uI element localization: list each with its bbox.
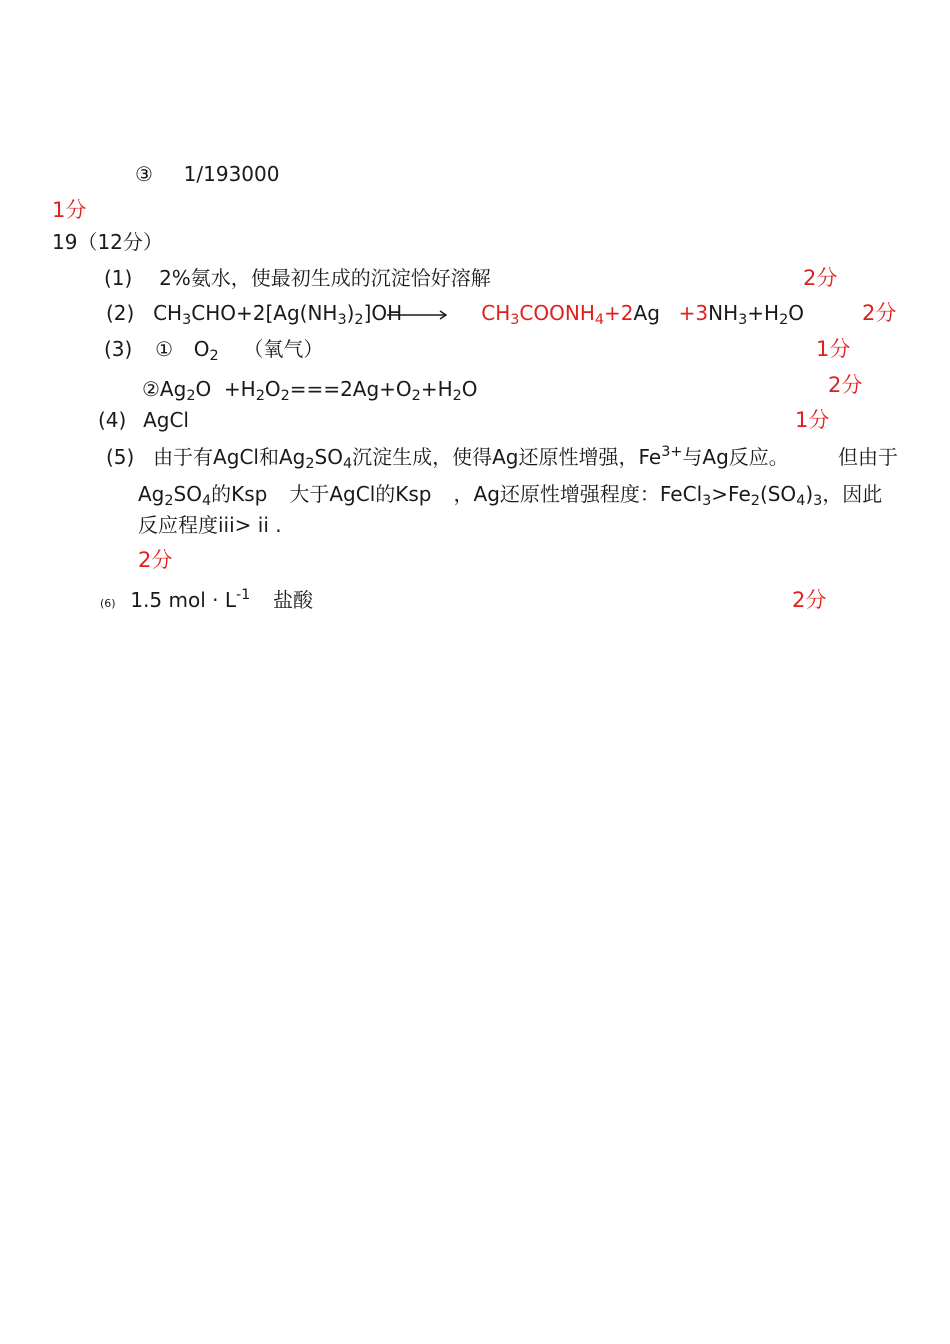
part-6-text: 盐酸 <box>273 588 314 612</box>
part-5-line-1-end: 但由于 <box>838 445 898 469</box>
part-2-score: 2分 <box>862 301 897 325</box>
answer-line-3 <box>135 160 279 188</box>
product-ag: Ag <box>633 301 660 325</box>
part-1-text: 2%氨水，使最初生成的沉淀恰好溶解 <box>159 266 491 290</box>
reaction-arrow-icon <box>387 305 449 325</box>
part-6-value: 1.5 mol · L <box>130 588 236 612</box>
part-3 <box>104 335 323 363</box>
question-19-title: 19（12分） <box>52 230 163 254</box>
part-4 <box>98 406 189 434</box>
product-formula-black: $NH_3+H_2O$ <box>708 301 804 329</box>
part-5-line-2: $Ag_2SO_4$的Ksp 大于AgCl的Ksp ，Ag还原性增强程度：$FeCl_3>Fe_2(SO_4)_3$，因此 <box>138 482 883 510</box>
part-4-score: 1分 <box>795 408 830 432</box>
part-6-exponent: -1 <box>235 587 251 604</box>
part-3-score-2: 2分 <box>828 373 863 397</box>
part-1-label: (1) <box>104 266 133 290</box>
part-2-label: (2) <box>106 301 135 325</box>
part-6 <box>100 586 313 618</box>
part-1 <box>104 264 491 292</box>
part-3-sub-2: $②Ag_2O +H_2O_2===2Ag+O_2+H_2O$ <box>142 377 478 405</box>
part-5-line-1: (5) 由于有AgCl和$Ag_2SO_4$沉淀生成，使得Ag还原性增强，$Fe^{3+}$与Ag反应。 <box>106 444 789 473</box>
product-coef-red: +3 <box>678 301 709 325</box>
part-5-line-3: 反应程度iii> ii . <box>138 513 282 537</box>
part-5-score: 2分 <box>138 548 173 572</box>
part-3-score-1: 1分 <box>816 337 851 361</box>
reactant-formula: $CH_3CHO+2[Ag(NH_3)_2]OH$ <box>153 301 403 329</box>
sub-1-formula: $O_2$ <box>193 337 219 365</box>
part-1-score: 2分 <box>803 266 838 290</box>
part-4-label: (4) <box>98 408 127 432</box>
answer-value: 1/193000 <box>183 162 280 186</box>
score-top: 1分 <box>52 198 87 222</box>
product-formula-red: $CH_3COONH_4+2$ <box>481 301 634 329</box>
part-6-score: 2分 <box>792 588 827 612</box>
part-4-text: AgCl <box>143 408 189 432</box>
part-3-label: (3) <box>104 337 133 361</box>
circled-number: ③ <box>135 162 153 186</box>
part-5-label: (5) <box>106 445 135 469</box>
sub-1-num: ① <box>155 337 173 361</box>
part-6-label: (6) <box>100 597 116 610</box>
part-2 <box>106 299 804 327</box>
sub-1-note: （氧气） <box>243 337 324 361</box>
